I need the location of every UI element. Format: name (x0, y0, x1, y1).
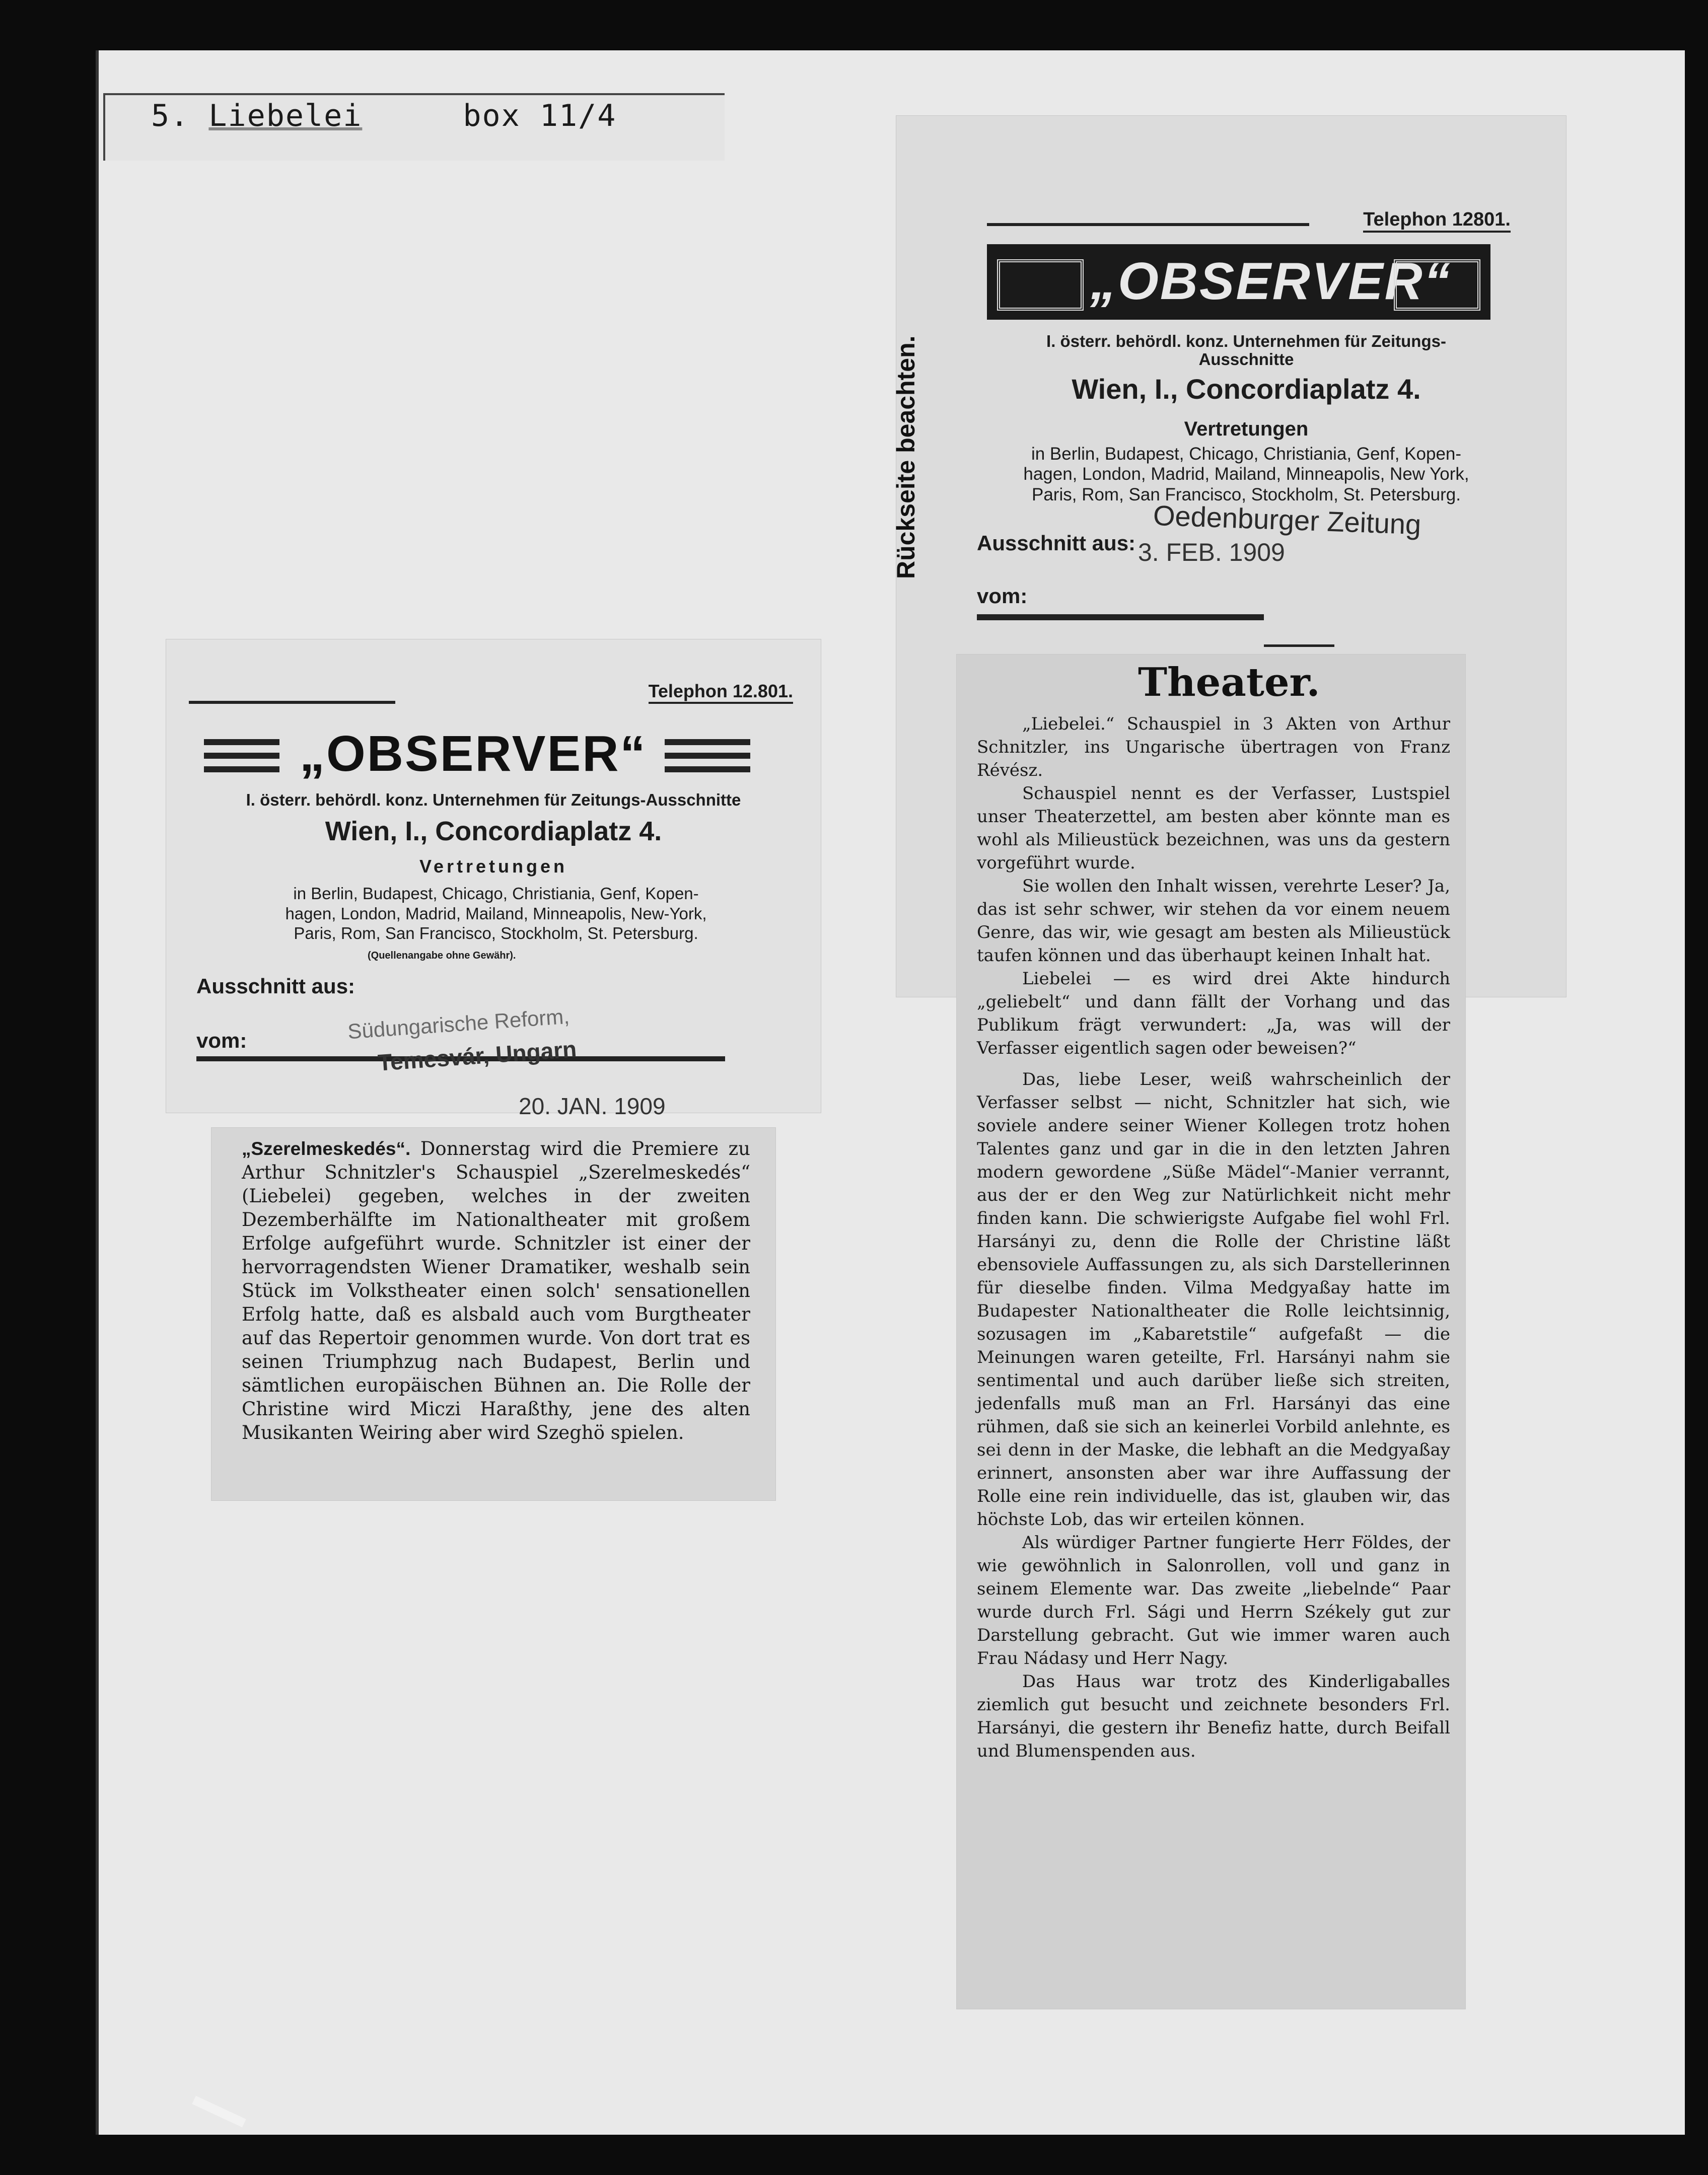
quellen-note: (Quellenangabe ohne Gewähr). (368, 950, 516, 961)
label-number: 5. (151, 98, 190, 133)
company-line: I. österr. behördl. konz. Unternehmen für Zeitungs-Ausschnitte (246, 790, 741, 809)
label-box: box 11/4 (463, 98, 617, 133)
cities-line: Paris, Rom, San Francisco, Stockholm, St. Petersburg. (294, 924, 698, 943)
source-stamp: Südungarische Reform, (346, 1004, 571, 1044)
left-article-text (242, 1137, 750, 1444)
article-paragraph: „Liebelei.“ Schauspiel in 3 Akten von Arthur Schnitzler, ins Ungarische übertragen von Franz Révész. (977, 714, 1450, 780)
source-stamp: Oedenburger Zeitung (1153, 499, 1422, 541)
logo-pattern (1394, 259, 1480, 311)
logo-pattern (997, 259, 1084, 311)
rule (1264, 644, 1334, 647)
vom-rule (977, 614, 1264, 620)
vertretungen-label: Vertretungen (419, 856, 568, 877)
archive-label (151, 98, 616, 143)
left-article-title: „Szerelmeskedés“. (242, 1138, 411, 1159)
logo-lines (204, 739, 279, 745)
company-line-2: Ausschnitte (1198, 350, 1294, 369)
source-stamp-city: Temesvár, Ungarn (377, 1036, 578, 1076)
vom-label: vom: (196, 1029, 247, 1052)
cities-line: in Berlin, Budapest, Chicago, Christiania, Genf, Kopen- (1031, 444, 1462, 464)
logo-lines (665, 739, 750, 745)
address: Wien, I., Concordiaplatz 4. (1072, 373, 1421, 405)
cities-line: in Berlin, Budapest, Chicago, Christiania, Genf, Kopen- (293, 884, 699, 903)
left-article-body: Donnerstag wird die Premiere zu Arthur Schnitzler's Schauspiel „Szerelmeskedés“ (Liebelei) gegeben, welches in der zweiten Dezemberhälfte im Nationaltheater mit großem Erfolge aufgeführt wurde. Schnitzler ist einer der hervorragendsten Wiener Dramatiker, weshalb sein Stück im Volkstheater einen solch' sensationellen Erfolg hatte, daß es alsbald auch vom Burgtheater auf das Repertoir genommen wurde. Von dort trat es seinen Triumphzug nach Budapest, Berlin und sämtlichen europäischen Bühnen an. Die Rolle der Christine wird Miczi Haraßthy, jene des alten Musikanten Weiring aber wird Szeghö spielen. (242, 1138, 750, 1443)
rule (987, 223, 1309, 226)
ausschnitt-label: Ausschnitt aus: (977, 531, 1136, 555)
article-paragraph: Schauspiel nennt es der Verfasser, Lustspiel unser Theaterzettel, am besten aber könnte man es wohl als Milieustück bezeichnen, was uns da gestern vorgeführt wurde. (977, 783, 1450, 873)
cities-list (977, 444, 1516, 505)
address: Wien, I., Concordiaplatz 4. (325, 816, 662, 846)
article-paragraph: Liebelei — es wird drei Akte hindurch „geliebelt“ und dann fällt der Vorhang und das Publikum frägt verwundert: „Ja, was will der Verfasser eigentlich sagen oder beweisen?“ (977, 969, 1450, 1058)
rueckseite-note: Rückseite beachten. (892, 335, 920, 579)
right-article-text (977, 712, 1450, 1763)
cities-list (186, 884, 806, 944)
observer-logo (184, 725, 803, 785)
company-line-1: I. österr. behördl. konz. Unternehmen für Zeitungs- (1046, 332, 1446, 350)
logo-lines (204, 766, 279, 772)
right-clipping-article (957, 655, 1465, 2009)
observer-logo-text: „OBSERVER“ (1090, 252, 1452, 311)
observer-logo-text: „OBSERVER“ (300, 726, 647, 782)
article-paragraph: Das Haus war trotz des Kinderligaballes ziemlich gut besucht und zeichnete besonders Frl. Harsányi, die gestern ihr Benefiz hatte, durch Beifall und Blumenspenden aus. (977, 1672, 1450, 1761)
left-clipping-article (211, 1128, 775, 1500)
label-title: Liebelei (208, 98, 363, 133)
vom-label: vom: (977, 584, 1028, 608)
telephon-text: Telephon 12801. (1363, 209, 1511, 233)
article-heading: Theater. (1138, 660, 1320, 705)
cities-line: hagen, London, Madrid, Mailand, Minneapolis, New York, (1023, 464, 1469, 484)
observer-logo (987, 244, 1490, 320)
logo-lines (665, 766, 750, 772)
left-clipping-header (166, 639, 821, 1119)
ausschnitt-label: Ausschnitt aus: (196, 974, 355, 998)
cities-line: hagen, London, Madrid, Mailand, Minneapolis, New-York, (285, 904, 707, 923)
company-line (977, 332, 1516, 369)
rule (189, 701, 395, 704)
date-stamp: 3. FEB. 1909 (1138, 538, 1285, 566)
telephon-text: Telephon 12.801. (649, 681, 793, 704)
article-paragraph: Als würdiger Partner fungierte Herr Földes, der wie gewöhnlich in Salonrollen, voll und ganz in seinem Elemente war. Das zweite „liebelnde“ Paar wurde durch Frl. Sági und Herrn Székely gut zur Darstellung gebracht. Gut wie immer waren auch Frau Nádasy und Herr Nagy. (977, 1533, 1450, 1669)
article-paragraph: Sie wollen den Inhalt wissen, verehrte Leser? Ja, das ist sehr schwer, wir stehen da vor einem neuem Genre, das wir, wie gesagt am besten als Milieustück taufen können und das überhaupt keinen Inhalt hat. (977, 876, 1450, 966)
logo-lines (665, 753, 750, 759)
logo-lines (204, 753, 279, 759)
cities-line: Paris, Rom, San Francisco, Stockholm, St. Petersburg. (1032, 484, 1461, 504)
date-stamp: 20. JAN. 1909 (519, 1093, 666, 1119)
article-paragraph: Das, liebe Leser, weiß wahrscheinlich der Verfasser selbst — nicht, Schnitzler hat sich, wie soviele andere seiner Wiener Kollegen trotz hohen Talentes ganz und gar in die in den letzten Jahren modern gewordene „Süße Mädel“-Manier verrannt, aus der er den Weg zur Natürlichkeit nicht mehr finden kann. Die schwierigste Aufgabe fiel wohl Frl. Harsányi zu, denn die Rolle der Christine läßt ebensoviele Auffassungen zu, als sich Darstellerinnen für dieselbe finden. Vilma Medgyaßay hatte im Budapester Nationaltheater die Rolle leichtsinnig, sozusagen im „Kabaretstile“ aufgefaßt — die Meinungen waren geteilte, Frl. Harsányi nahm sie sentimental und auch darüber ließe sich streiten, jedenfalls muß man an Frl. Harsányi das eine rühmen, daß sie sich an keinerlei Vorbild anlehnte, es sei denn in der Maske, die lebhaft an die Medgyaßay erinnert, ansonsten aber war ihre Auffassung der Rolle eine rein individuelle, das ist, glauben wir, das höchste Lob, das wir erteilen können. (977, 1069, 1450, 1530)
vertretungen-label: Vertretungen (1184, 418, 1309, 440)
